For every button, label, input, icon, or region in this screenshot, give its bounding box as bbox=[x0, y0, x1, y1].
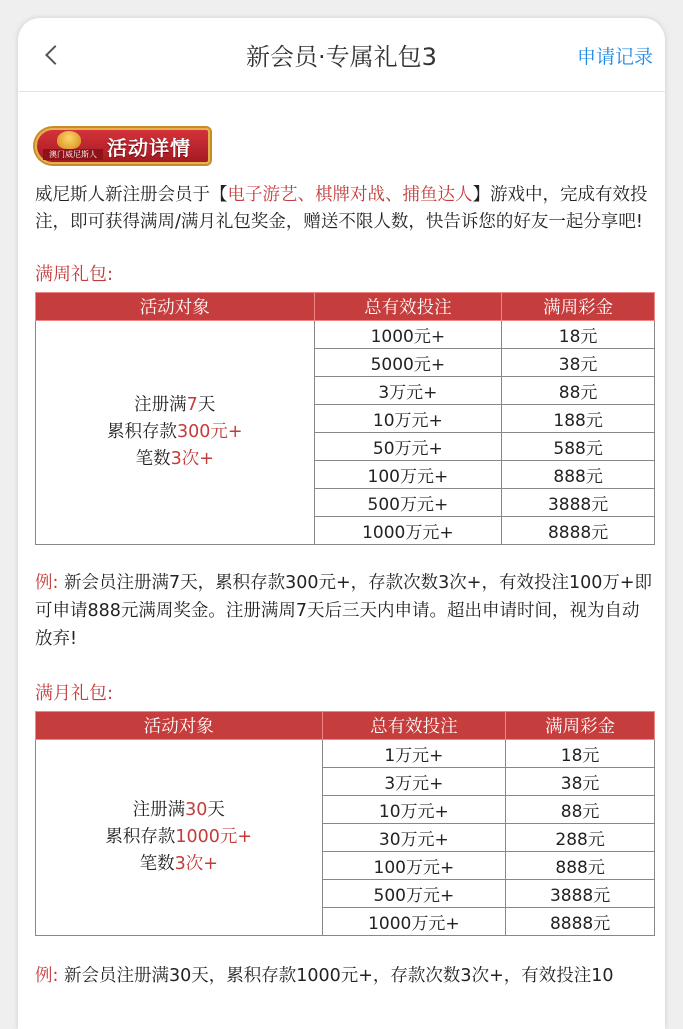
page-card bbox=[18, 18, 665, 1029]
bet-cell: 10万元+ bbox=[322, 796, 506, 824]
bonus-cell: 18元 bbox=[502, 321, 655, 349]
bet-cell: 500万元+ bbox=[314, 489, 502, 517]
apply-record-link[interactable]: 申请记录 bbox=[576, 46, 653, 68]
bonus-cell: 8888元 bbox=[506, 908, 655, 936]
page-title: 新会员·专属礼包3 bbox=[246, 43, 437, 71]
monthly-example: 例: 新会员注册满30天，累积存款1000元+，存款次数3次+，有效投注10 bbox=[35, 966, 614, 986]
bonus-cell: 18元 bbox=[506, 740, 655, 768]
lion-icon bbox=[57, 131, 81, 149]
target-cell: 注册满7天 累积存款300元+ 笔数3次+ bbox=[36, 321, 315, 545]
bet-cell: 30万元+ bbox=[322, 824, 506, 852]
weekly-example: 例: 新会员注册满7天，累积存款300元+，存款次数3次+，有效投注100万+即可申请888元满周奖金。注册满周7天后三天内申请。超出申请时间，视为自动放弃! bbox=[35, 573, 653, 649]
content bbox=[18, 128, 665, 990]
bet-cell: 5000元+ bbox=[314, 349, 502, 377]
activity-details-badge bbox=[35, 128, 210, 164]
weekly-label: 满周礼包: bbox=[35, 264, 114, 285]
bet-cell: 3万元+ bbox=[322, 768, 506, 796]
bonus-cell: 38元 bbox=[506, 768, 655, 796]
table-header: 总有效投注 bbox=[314, 293, 502, 321]
bet-cell: 3万元+ bbox=[314, 377, 502, 405]
target-cell: 注册满30天 累积存款1000元+ 笔数3次+ bbox=[36, 740, 323, 936]
bet-cell: 100万元+ bbox=[314, 461, 502, 489]
bet-cell: 1000万元+ bbox=[322, 908, 506, 936]
bonus-cell: 888元 bbox=[506, 852, 655, 880]
bet-cell: 100万元+ bbox=[322, 852, 506, 880]
bonus-cell: 3888元 bbox=[502, 489, 655, 517]
table-row bbox=[36, 740, 655, 768]
bonus-cell: 88元 bbox=[506, 796, 655, 824]
badge-label: 活动详情 bbox=[107, 135, 191, 160]
table-header: 总有效投注 bbox=[322, 712, 506, 740]
table-header: 满周彩金 bbox=[502, 293, 655, 321]
monthly-table bbox=[35, 711, 655, 936]
bonus-cell: 288元 bbox=[506, 824, 655, 852]
table-header: 活动对象 bbox=[36, 712, 323, 740]
table-row bbox=[36, 321, 655, 349]
chevron-left-icon bbox=[45, 45, 65, 65]
bet-cell: 1000万元+ bbox=[314, 517, 502, 545]
logo-text: 澳门威尼斯人 bbox=[43, 149, 103, 160]
table-header: 满周彩金 bbox=[506, 712, 655, 740]
venetian-logo bbox=[43, 131, 99, 161]
bonus-cell: 3888元 bbox=[506, 880, 655, 908]
nav-header bbox=[18, 18, 665, 92]
back-button[interactable] bbox=[36, 38, 66, 72]
bonus-cell: 188元 bbox=[502, 405, 655, 433]
table-header: 活动对象 bbox=[36, 293, 315, 321]
bonus-cell: 88元 bbox=[502, 377, 655, 405]
intro-text: 威尼斯人新注册会员于【电子游艺、棋牌对战、捕鱼达人】游戏中，完成有效投注，即可获得满周/满月礼包奖金，赠送不限人数，快告诉您的好友一起分享吧! bbox=[35, 185, 648, 232]
bonus-cell: 8888元 bbox=[502, 517, 655, 545]
bonus-cell: 588元 bbox=[502, 433, 655, 461]
weekly-table bbox=[35, 292, 655, 545]
bet-cell: 1000元+ bbox=[314, 321, 502, 349]
bonus-cell: 888元 bbox=[502, 461, 655, 489]
bet-cell: 10万元+ bbox=[314, 405, 502, 433]
bet-cell: 500万元+ bbox=[322, 880, 506, 908]
game-types: 电子游艺、棋牌对战、捕鱼达人 bbox=[227, 185, 473, 205]
bet-cell: 50万元+ bbox=[314, 433, 502, 461]
bet-cell: 1万元+ bbox=[322, 740, 506, 768]
bonus-cell: 38元 bbox=[502, 349, 655, 377]
monthly-label: 满月礼包: bbox=[35, 683, 114, 704]
